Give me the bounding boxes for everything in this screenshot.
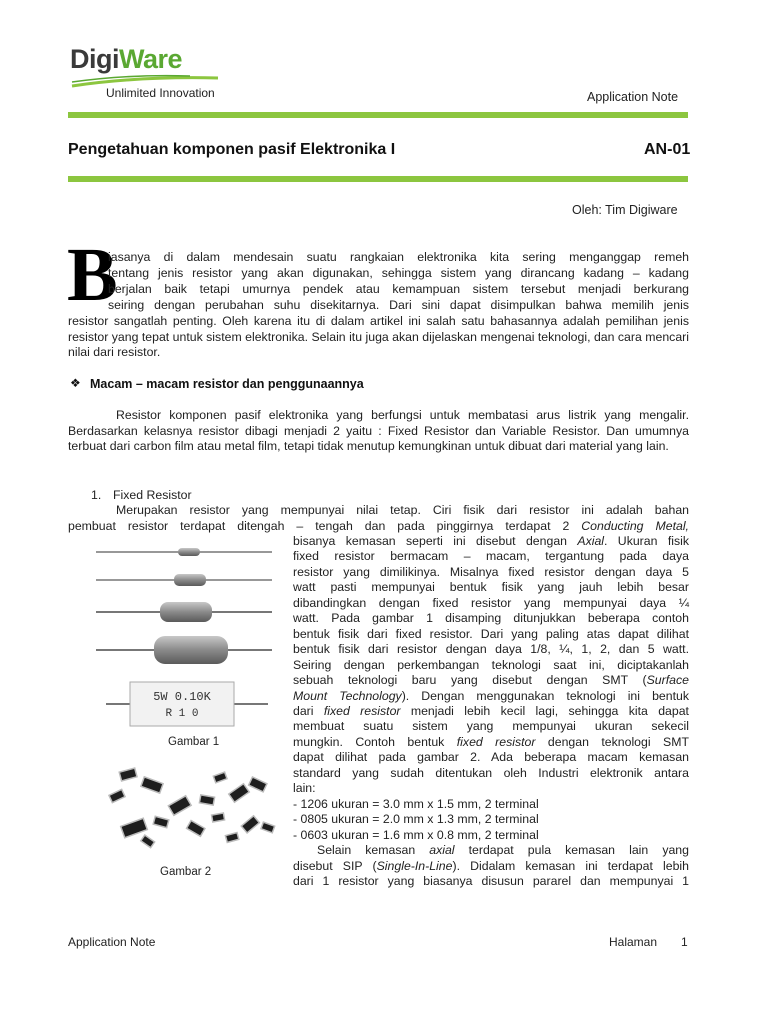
doc-type-label: Application Note [587,90,679,104]
col-line: watt. Pada gambar 1 disamping ditunjukkan beberapa contoh [293,611,689,626]
logo-brand-suffix: Ware [119,44,183,74]
resistor-label-line2: R 1 0 [165,708,199,720]
section-bullet-icon: ❖ [70,376,81,390]
intro-line: tentang jenis resistor yang akan digunakan, sehingga sistem yang dirancang kadang – kadang [108,266,689,280]
col-emph: Axial [577,534,605,548]
intro-block [108,266,689,282]
col-emph: fixed resistor [323,703,401,718]
intro-rest: resistor sangatlah penting. Oleh karena itu di dalam artikel ini salah satu bahasannya adalah pemilihan jenis resistor yang tepat untuk sistem elektronika. Selain itu juga akan dijelaskan mengenai teknologi, dan cara mencari nilai dari resistor. [68,314,689,360]
col-line: standard yang sudah ditentukan oleh Industri elektronik antara [293,765,689,780]
intro-block [108,298,689,314]
intro-lines [108,250,689,266]
resistor-five-watt [106,682,268,726]
footer-doc-type: Application Note [68,935,156,949]
col-line: lain: [293,781,316,796]
fixed-line-2 [68,519,689,535]
resistor-label-line1: 5W 0.10K [153,690,211,704]
figure-2-caption: Gambar 2 [160,866,212,878]
fixed-line-2-emph: Conducting Metal, [581,519,689,533]
figure-1-caption: Gambar 1 [168,736,220,748]
col-text: dengan teknologi SMT [535,734,689,749]
col-line: resistor yang dimilikinya. Misalnya fixed resistor dengan daya 5 [293,564,689,579]
drop-cap: B [67,233,118,317]
figure-2-smd-resistors [102,764,282,864]
fixed-heading: Fixed Resistor [113,488,192,502]
col-line: membuat suatu sistem yang mempunyai ukuran sekecil [293,719,689,734]
col-line: bentuk fisik dari resistor dengan daya 1/8, ¼, 1, 2, dan 5 watt. [293,642,689,657]
footer-page-label: Halaman [609,935,658,949]
intro-line: seiring dengan perubahan suhu disekitarnya. Dari sini dapat disimpulkan bahwa memilih jenis [108,298,689,312]
col-line: bentuk fisik dari fixed resistor. Dari yang paling atas dapat dilihat [293,626,689,641]
section-paragraph: Resistor komponen pasif elektronika yang berfungsi untuk membatasi arus listrik yang mengalir. Berdasarkan kelasnya resistor dibagi menjadi 2 yaitu : Fixed Resistor dan Variable Resistor. Dan umumnya terbuat dari carbon film atau metal film, tetapi tidak menutup kemungkinan untuk dibuat dari material yang lain. [68,408,689,454]
doc-code: AN-01 [644,141,691,158]
col-emph: axial [429,843,455,858]
resistor-one-watt [96,602,272,622]
fixed-number: 1. [91,488,102,502]
col-line: dapat dilihat pada gambar 2. Ada beberapa macam kemasan [293,750,689,765]
col-line: dari 1 resistor yang biasanya disusun pararel dan mempunyai 1 [293,873,689,888]
col-text: disebut SIP ( [293,858,377,873]
section-heading: Macam – macam resistor dan penggunaannya [90,377,364,391]
col-emph: Mount Technology [293,688,402,703]
intro-line: iasanya di dalam mendesain suatu rangkaian elektronika kita sering menganggap remeh [108,250,689,264]
resistor-eighth-watt [96,548,272,556]
col-text: Selain kemasan [317,843,430,858]
figure-1-axial-resistors [94,542,274,742]
author: Oleh: Tim Digiware [572,203,678,217]
col-emph: fixed resistor [456,734,536,749]
col-text: ). Dengan menggunakan teknologi ini bentuk [401,688,689,703]
page-title: Pengetahuan komponen pasif Elektronika I [68,141,396,158]
header-divider-bottom [68,176,688,182]
col-text: sebuah teknologi baru yang disebut dengan SMT ( [293,673,647,688]
col-emph: Surface [646,673,689,688]
resistor-two-watt [96,636,272,664]
col-text: terdapat pula kemasan lain yang [454,843,689,858]
col-text: mungkin. Contoh bentuk [293,734,457,749]
col-line: - 0603 ukuran = 1.6 mm x 0.8 mm, 2 terminal [293,827,539,842]
col-line: fixed resistor bermacam – macam, tergantung pada daya [293,549,689,564]
intro-block [108,282,689,298]
col-line: Seiring dengan perkembangan teknologi saat ini, diciptakanlah [293,657,689,672]
col-line: - 1206 ukuran = 3.0 mm x 1.5 mm, 2 terminal [293,796,539,811]
logo-brand-prefix: Digi [70,44,119,74]
header-divider-top [68,112,688,118]
col-text: menjadi lebih kecil lagi, sehingga kita dapat [400,703,689,718]
logo-tagline: Unlimited Innovation [106,86,215,100]
col-text: ). Didalam kemasan ini terdapat lebih [452,858,689,873]
intro-line: berjalan baik tetapi umurnya pendek atau kemampuan sistem tersebut menjadi berkurang [108,282,689,296]
footer-page-number: 1 [681,935,688,949]
col-text: bisanya kemasan seperti ini disebut dengan [293,534,578,548]
logo [70,44,230,104]
fixed-column-text [293,534,689,889]
col-line: watt pasti mempunyai bentuk fisik yang jauh lebih besar [293,580,689,595]
resistor-quarter-watt [96,574,272,586]
col-line: dibandingkan dengan fixed resistor yang mempunyai daya ¼ [293,595,689,610]
fixed-line-1: Merupakan resistor yang mempunyai nilai tetap. Ciri fisik dari resistor ini adalah bahan [116,503,689,517]
col-text: . Ukuran fisik [604,534,689,548]
fixed-line-2-text: pembuat resistor terdapat ditengah – tengah dan pada pinggirnya terdapat 2 [68,519,582,533]
col-line: - 0805 ukuran = 2.0 mm x 1.3 mm, 2 terminal [293,812,539,827]
col-emph: Single-In-Line [376,858,453,873]
logo-wordmark [70,44,182,75]
col-text: dari [293,703,324,718]
